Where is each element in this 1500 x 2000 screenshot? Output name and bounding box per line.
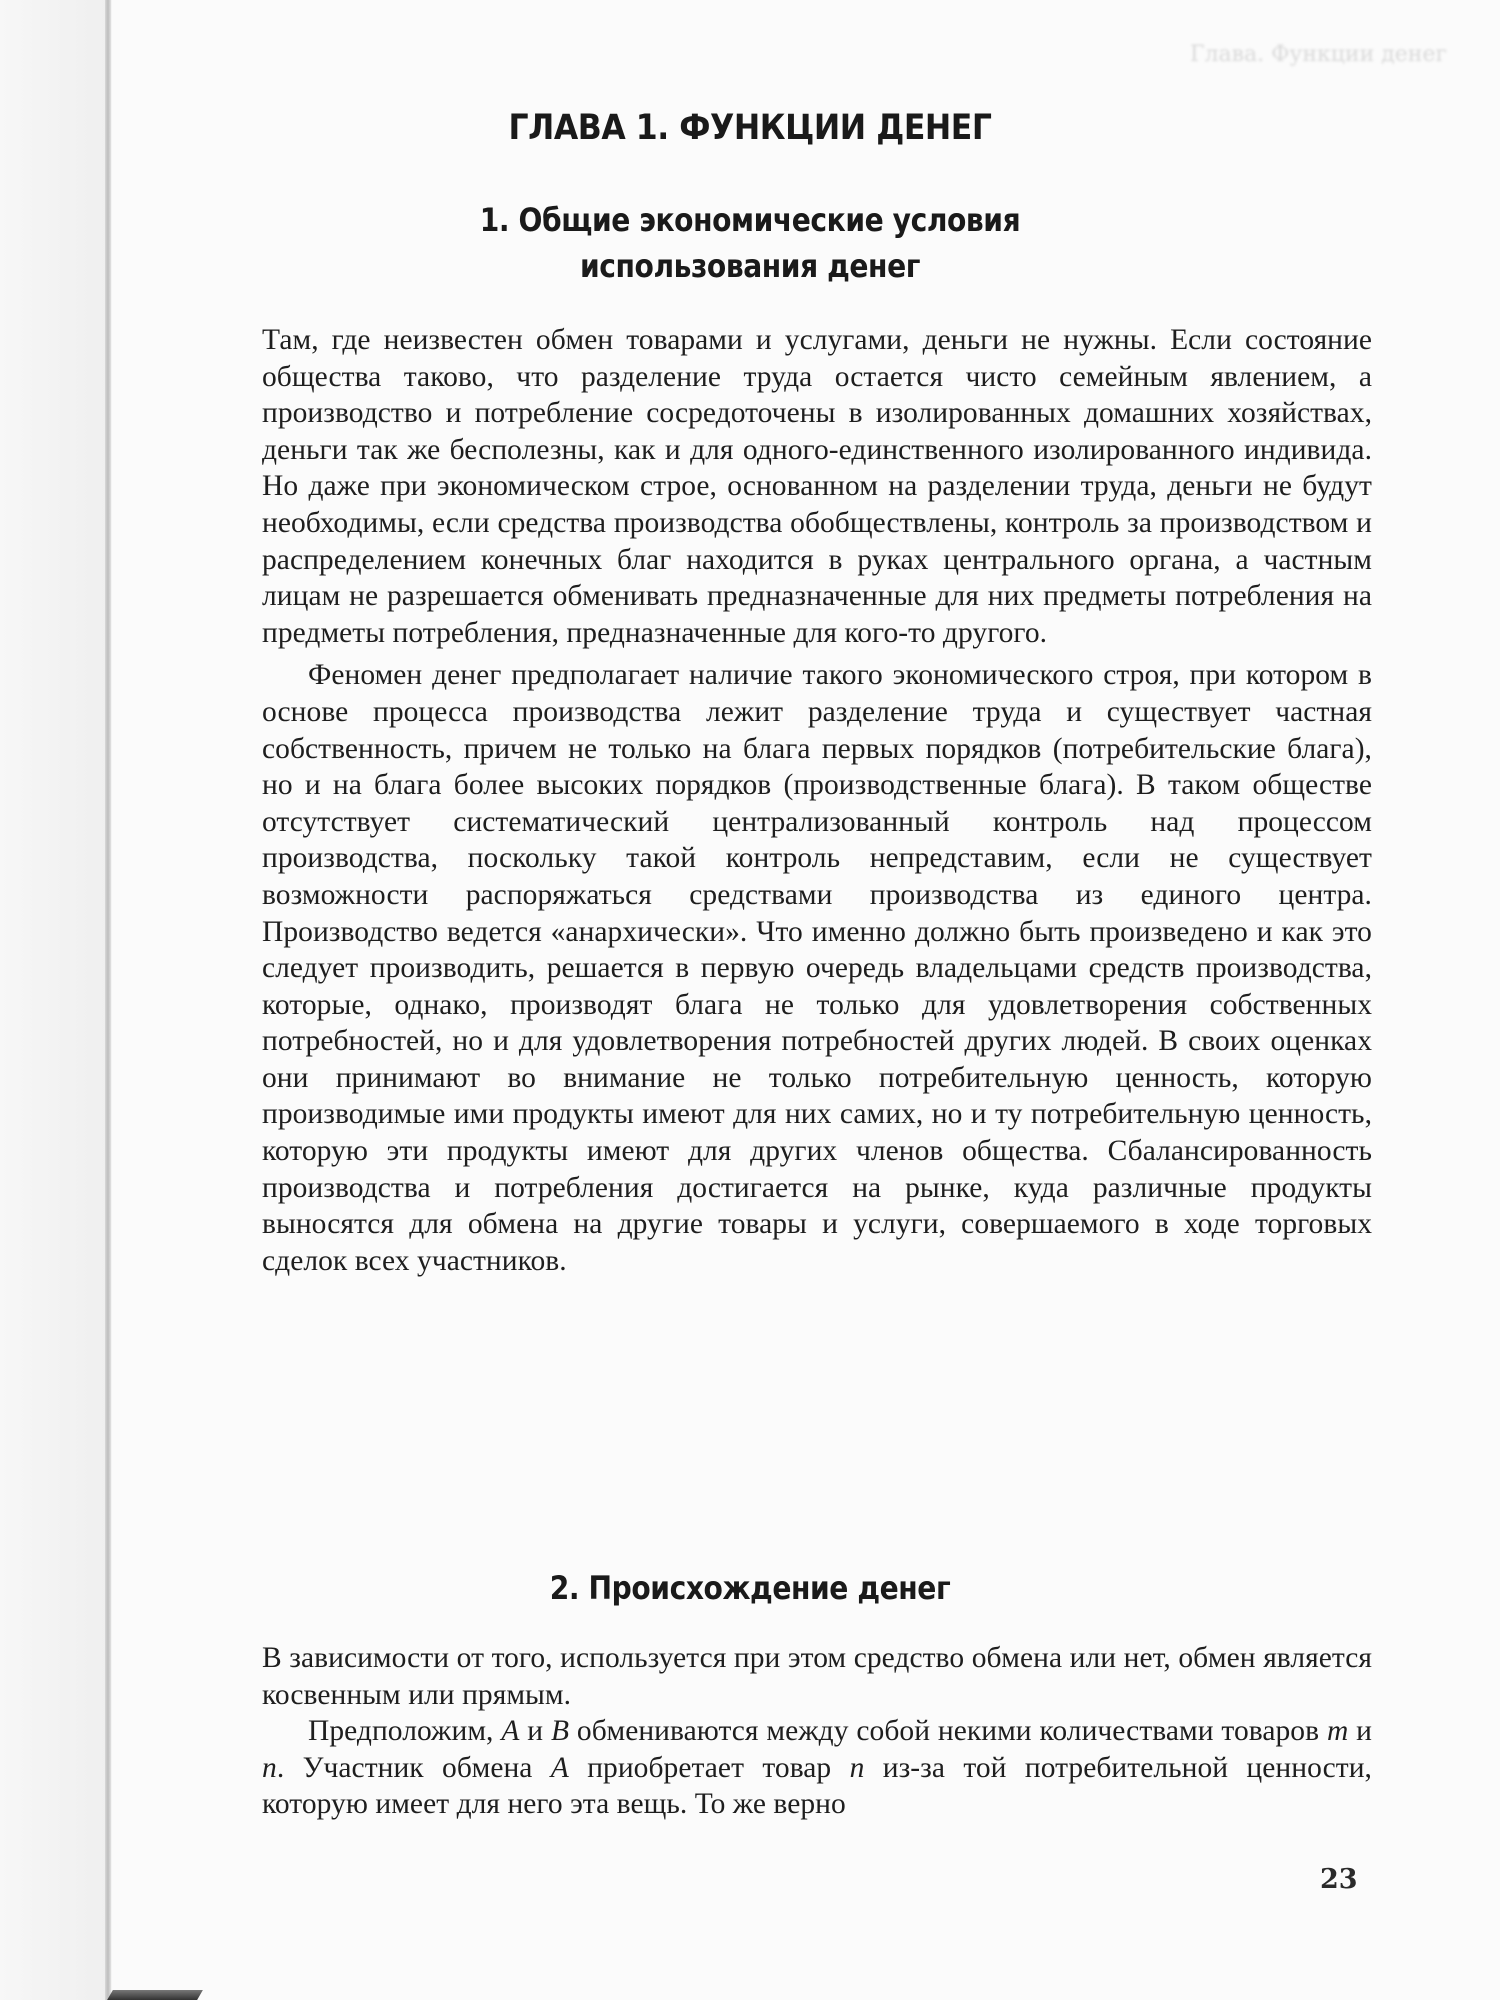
chapter-title: ГЛАВА 1. ФУНКЦИИ ДЕНЕГ bbox=[508, 108, 992, 148]
bleed-through-header: Глава. Функции денег bbox=[1190, 42, 1448, 67]
variable-n: n bbox=[849, 1751, 865, 1784]
section-1-body bbox=[262, 322, 1372, 1279]
section-2-title: 2. Происхождение денег bbox=[549, 1569, 951, 1607]
variable-A: A bbox=[501, 1715, 520, 1748]
section-1-title-line-1: 1. Общие экономические условия bbox=[479, 201, 1021, 239]
text-run: и bbox=[519, 1715, 551, 1748]
text-run: из-за той потребительной ценности, которую имеет для него эта вещь. То же верно bbox=[262, 1751, 1372, 1821]
variable-B: B bbox=[550, 1715, 570, 1748]
paragraph: Феномен денег предполагает наличие такого экономического строя, при котором в основе процесса производства лежит разделение труда и существует частная собственность, причем не только на блага первых порядков (потребительские блага), но и на блага более высоких порядков (производственные блага). В таком обществе отсутствует систематический централизованный контроль над процессом производства, поскольку такой контроль непредставим, если не существует возможности распоряжаться средствами производства из единого центра. Производство ведется «анархически». Что именно должно быть произведено и как это следует производить, решается в первую очередь владельцами средств производства, которые, однако, производят блага не только для удовлетворения собственных потребностей, но и для удовлетворения потребностей других людей. В своих оценках они принимают во внимание не только потребительную ценность, которую производимые ими продукты имеют для них самих, но и ту потребительную ценность, которую эти продукты имеют для других членов общества. Сбалансированность производства и потребления достигается на рынке, куда различные продукты выносятся для обмена на другие товары и услуги, совершаемого в ходе торговых сделок всех участников. bbox=[262, 659, 1372, 1277]
paragraph: В зависимости от того, используется при этом средство обмена или нет, обмен является косвенным или прямым. bbox=[262, 1642, 1372, 1711]
page-number: 23 bbox=[1320, 1864, 1358, 1895]
page-edge-shadow bbox=[107, 1990, 203, 2000]
facing-page-margin bbox=[0, 0, 108, 2000]
paragraph: Там, где неизвестен обмен товарами и услугами, деньги не нужны. Если состояние общества таково, что разделение труда остается чисто семейным явлением, а производство и потребление сосредоточены в изолированных домашних хозяйствах, деньги так же бесполезны, как и для одного-единственного изолированного индивида. Но даже при экономическом строе, основанном на разделении труда, деньги не будут необходимы, если средства производства обобществлены, контроль за производством и распределением конечных благ находится в руках центрального органа, а частным лицам не разрешается обменивать предназначенные для них предметы потребления на предметы потребления, предназначенные для кого-то другого. bbox=[262, 324, 1372, 649]
text-run: и bbox=[1348, 1715, 1372, 1748]
text-run: обмениваются между собой некими количествами товаров bbox=[569, 1715, 1327, 1748]
paragraph bbox=[262, 1713, 1372, 1823]
section-2-body bbox=[262, 1640, 1372, 1823]
variable-A: A bbox=[550, 1751, 569, 1784]
text-run: приобретает товар bbox=[568, 1751, 850, 1784]
variable-n: n bbox=[262, 1751, 277, 1784]
text-run: . Участник обмена bbox=[276, 1751, 551, 1784]
section-1-title-line-2: использования денег bbox=[579, 247, 921, 285]
text-run: Предположим, bbox=[308, 1715, 502, 1748]
variable-m: m bbox=[1326, 1715, 1349, 1748]
book-spine bbox=[105, 0, 111, 2000]
